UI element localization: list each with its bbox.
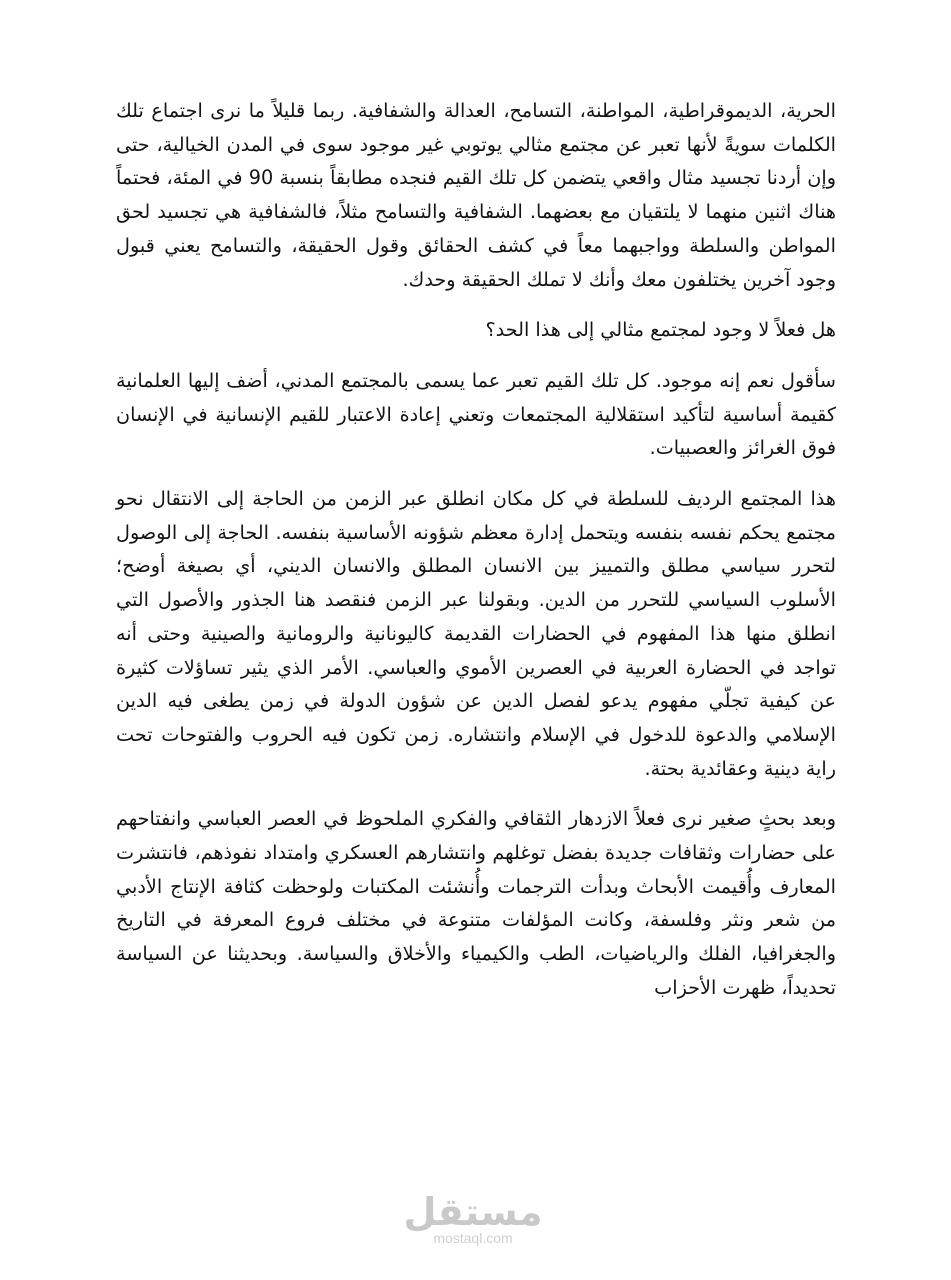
paragraph-2-question: هل فعلاً لا وجود لمجتمع مثالي إلى هذا الحد؟	[485, 318, 836, 342]
paragraph-5: وبعد بحثٍ صغير نرى فعلاً الازدهار الثقافي والفكري الملحوظ في العصر العباسي وانفتاحهم على حضارات وثقافات جديدة بفضل توغلهم وانتشارهم العسكري وامتداد نفوذهم، فانتشرت المعارف وأُقيمت الأبحاث وبدأت الترجمات وأُنشئت المكتبات ولوحظت كثافة الإنتاج الأدبي من شعر ونثر وفلسفة، وكانت المؤلفات متنوعة في مختلف فروع المعرفة في التاريخ والجغرافيا، الفلك والرياضيات، الطب والكيمياء والأخلاق والسياسة. وبحديثنا عن السياسة تحديداً، ظهرت الأحزاب	[116, 807, 836, 999]
watermark-url: mostaql.com	[433, 1230, 513, 1246]
article-body	[116, 94, 836, 1005]
paragraph-3: سأقول نعم إنه موجود. كل تلك القيم تعبر عما يسمى بالمجتمع المدني، أضف إليها العلمانية كقيمة أساسية لتأكيد استقلالية المجتمعات وتعني إعادة الاعتبار للقيم الإنسانية في الإنسان فوق الغرائز والعصبيات.	[116, 368, 836, 460]
paragraph-1: الحرية، الديموقراطية، المواطنة، التسامح، العدالة والشفافية. ربما قليلاً ما نرى اجتماع تلك الكلمات سويةً لأنها تعبر عن مجتمع مثالي يوتوبي غير موجود سوى في المدن الخيالية، حتى وإن أردنا تجسيد مثال واقعي يتضمن كل تلك القيم فنجده مطابقاً بنسبة 90 في المئة، فحتماً هناك اثنين منهما لا يلتقيان مع بعضهما. الشفافية والتسامح مثلاً، فالشفافية هي تجسيد لحق المواطن والسلطة وواجبهما معاً في كشف الحقائق وقول الحقيقة، والتسامح يعني قبول وجود آخرين يختلفون معك وأنك لا تملك الحقيقة وحدك.	[116, 99, 836, 291]
paragraph-4: هذا المجتمع الرديف للسلطة في كل مكان انطلق عبر الزمن من الحاجة إلى الانتقال نحو مجتمع يحكم نفسه بنفسه ويتحمل إدارة معظم شؤونه الأساسية بنفسه. الحاجة إلى الوصول لتحرر سياسي مطلق والتمييز بين الانسان المطلق والانسان الديني، أي بصيغة أوضح؛ الأسلوب السياسي للتحرر من الدين. وبقولنا عبر الزمن فنقصد هنا الجذور والأصول التي انطلق منها هذا المفهوم في الحضارات القديمة كاليونانية والرومانية والصينية وحتى أنه تواجد في الحضارة العربية في العصرين الأموي والعباسي. الأمر الذي يثير تساؤلات كثيرة عن كيفية تجلّي مفهوم يدعو لفصل الدين عن شؤون الدولة في زمن يطغى فيه الدين الإسلامي والدعوة للدخول في الإسلام وانتشاره. زمن تكون فيه الحروب والفتوحات تحت راية دينية وعقائدية بحتة.	[116, 487, 836, 780]
mostaql-watermark	[398, 1192, 548, 1246]
watermark-logo: مستقل	[403, 1190, 543, 1234]
